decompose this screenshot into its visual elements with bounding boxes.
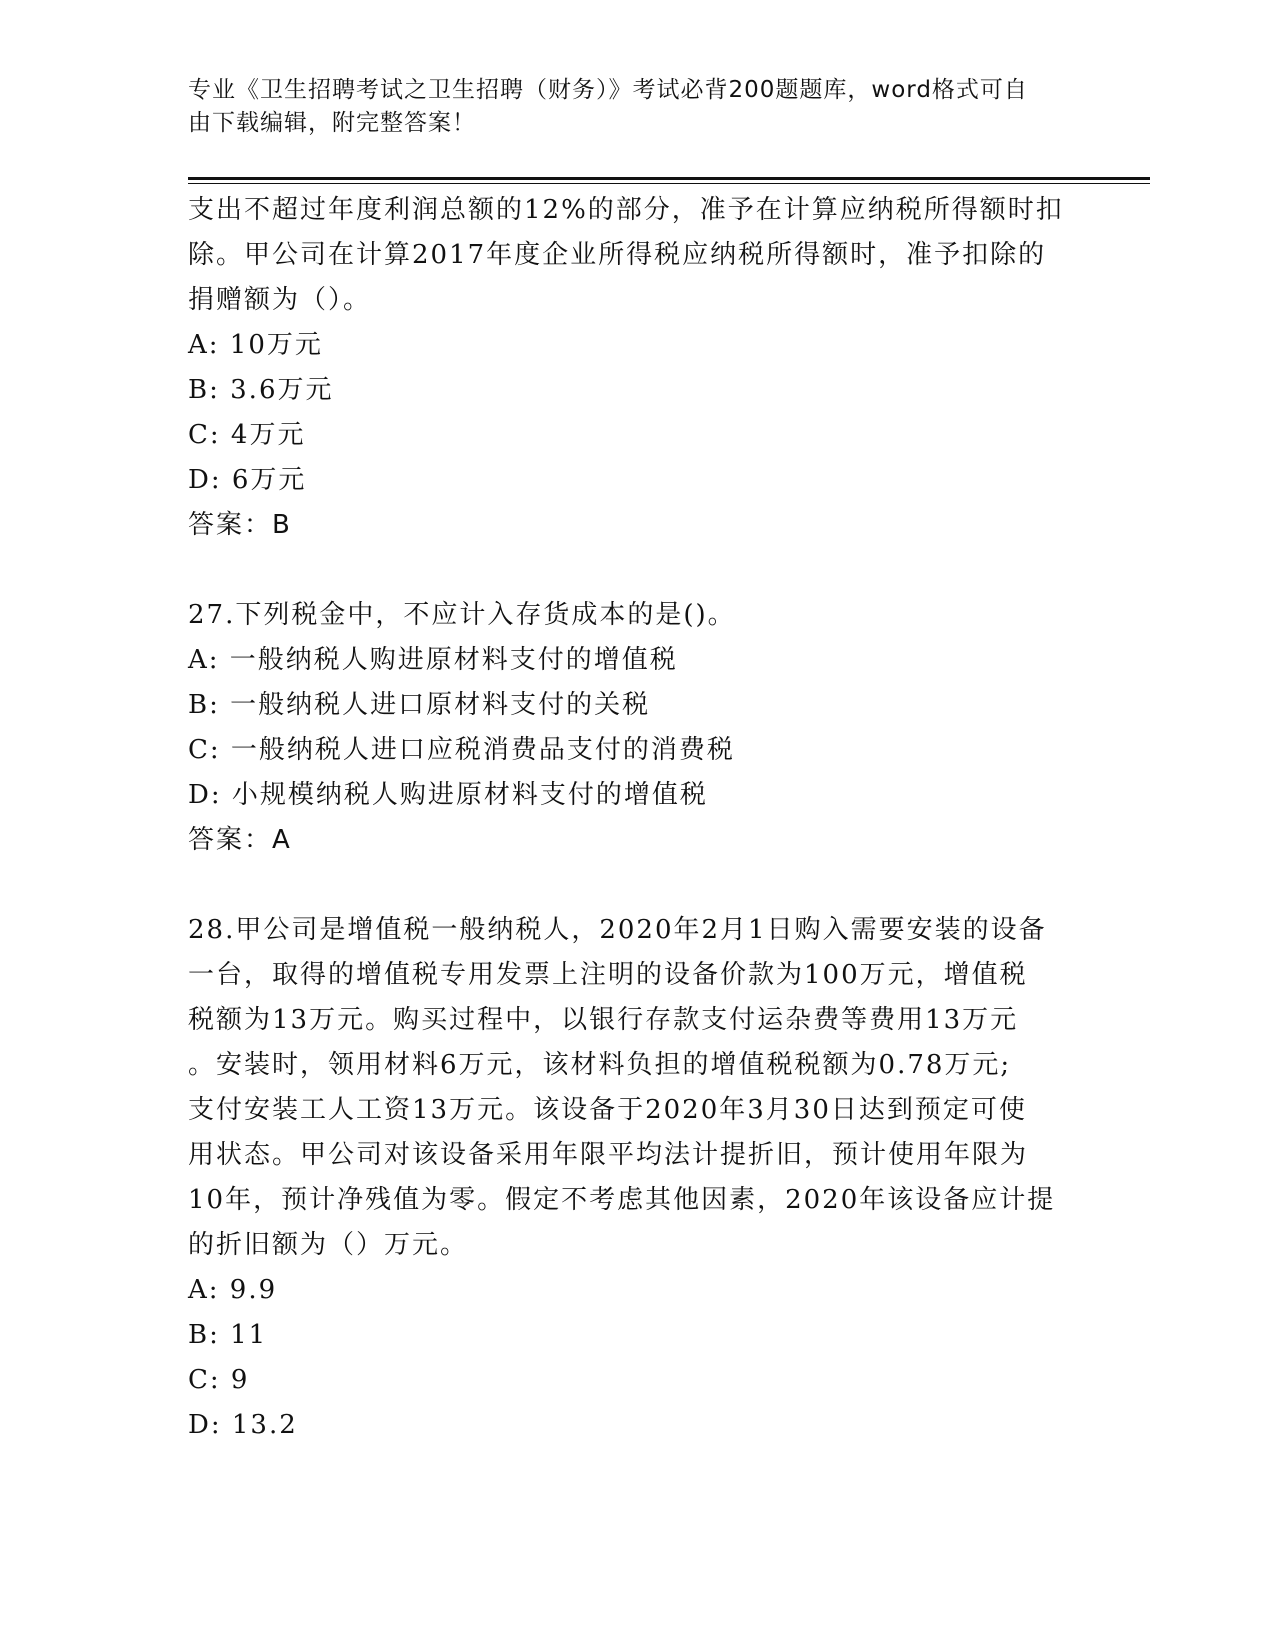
option-c: C: 9 bbox=[188, 1365, 250, 1395]
question-text-line: 税额为13万元。购买过程中，以银行存款支付运杂费等费用13万元 bbox=[188, 1005, 1019, 1035]
question-text-line: 一台，取得的增值税专用发票上注明的设备价款为100万元，增值税 bbox=[188, 960, 1028, 990]
option-d: D: 6万元 bbox=[188, 465, 307, 495]
question-content bbox=[188, 188, 1088, 1448]
option-b: B: 一般纳税人进口原材料支付的关税 bbox=[188, 690, 651, 720]
option-a: A: 一般纳税人购进原材料支付的增值税 bbox=[188, 645, 678, 675]
option-b: B: 3.6万元 bbox=[188, 375, 334, 405]
option-a: A: 10万元 bbox=[188, 330, 323, 360]
spacer bbox=[188, 863, 1088, 908]
option-d: D: 小规模纳税人购进原材料支付的增值税 bbox=[188, 780, 708, 810]
question-27 bbox=[188, 593, 1088, 863]
document-header bbox=[188, 74, 1068, 140]
option-c: C: 一般纳税人进口应税消费品支付的消费税 bbox=[188, 735, 735, 765]
option-a: A: 9.9 bbox=[188, 1275, 278, 1305]
question-text-line: 10年，预计净残值为零。假定不考虑其他因素，2020年该设备应计提 bbox=[188, 1185, 1056, 1215]
question-text-line: 27.下列税金中，不应计入存货成本的是()。 bbox=[188, 600, 736, 630]
header-line-2: 由下载编辑，附完整答案！ bbox=[188, 110, 476, 136]
answer-line: 答案：B bbox=[188, 510, 292, 540]
option-b: B: 11 bbox=[188, 1320, 268, 1350]
question-text-line: 支出不超过年度利润总额的12%的部分，准予在计算应纳税所得额时扣 bbox=[188, 195, 1064, 225]
question-text-line: 的折旧额为（）万元。 bbox=[188, 1230, 469, 1260]
option-c: C: 4万元 bbox=[188, 420, 306, 450]
question-28 bbox=[188, 908, 1088, 1448]
option-d: D: 13.2 bbox=[188, 1410, 298, 1440]
spacer bbox=[188, 548, 1088, 593]
header-line-1: 专业《卫生招聘考试之卫生招聘（财务）》考试必背200题题库，word格式可自 bbox=[188, 77, 1028, 103]
question-text-line: 除。甲公司在计算2017年度企业所得税应纳税所得额时，准予扣除的 bbox=[188, 240, 1047, 270]
header-rule-thick bbox=[188, 177, 1150, 180]
question-text-line: 。安装时，领用材料6万元，该材料负担的增值税税额为0.78万元; bbox=[188, 1050, 1012, 1080]
question-text-line: 捐赠额为（）。 bbox=[188, 285, 372, 315]
question-text-line: 28.甲公司是增值税一般纳税人，2020年2月1日购入需要安装的设备 bbox=[188, 915, 1047, 945]
header-rule-thin bbox=[188, 183, 1150, 184]
question-text-line: 支付安装工人工资13万元。该设备于2020年3月30日达到预定可使 bbox=[188, 1095, 1027, 1125]
answer-line: 答案：A bbox=[188, 825, 292, 855]
question-26 bbox=[188, 188, 1088, 548]
question-text-line: 用状态。甲公司对该设备采用年限平均法计提折旧，预计使用年限为 bbox=[188, 1140, 1029, 1170]
